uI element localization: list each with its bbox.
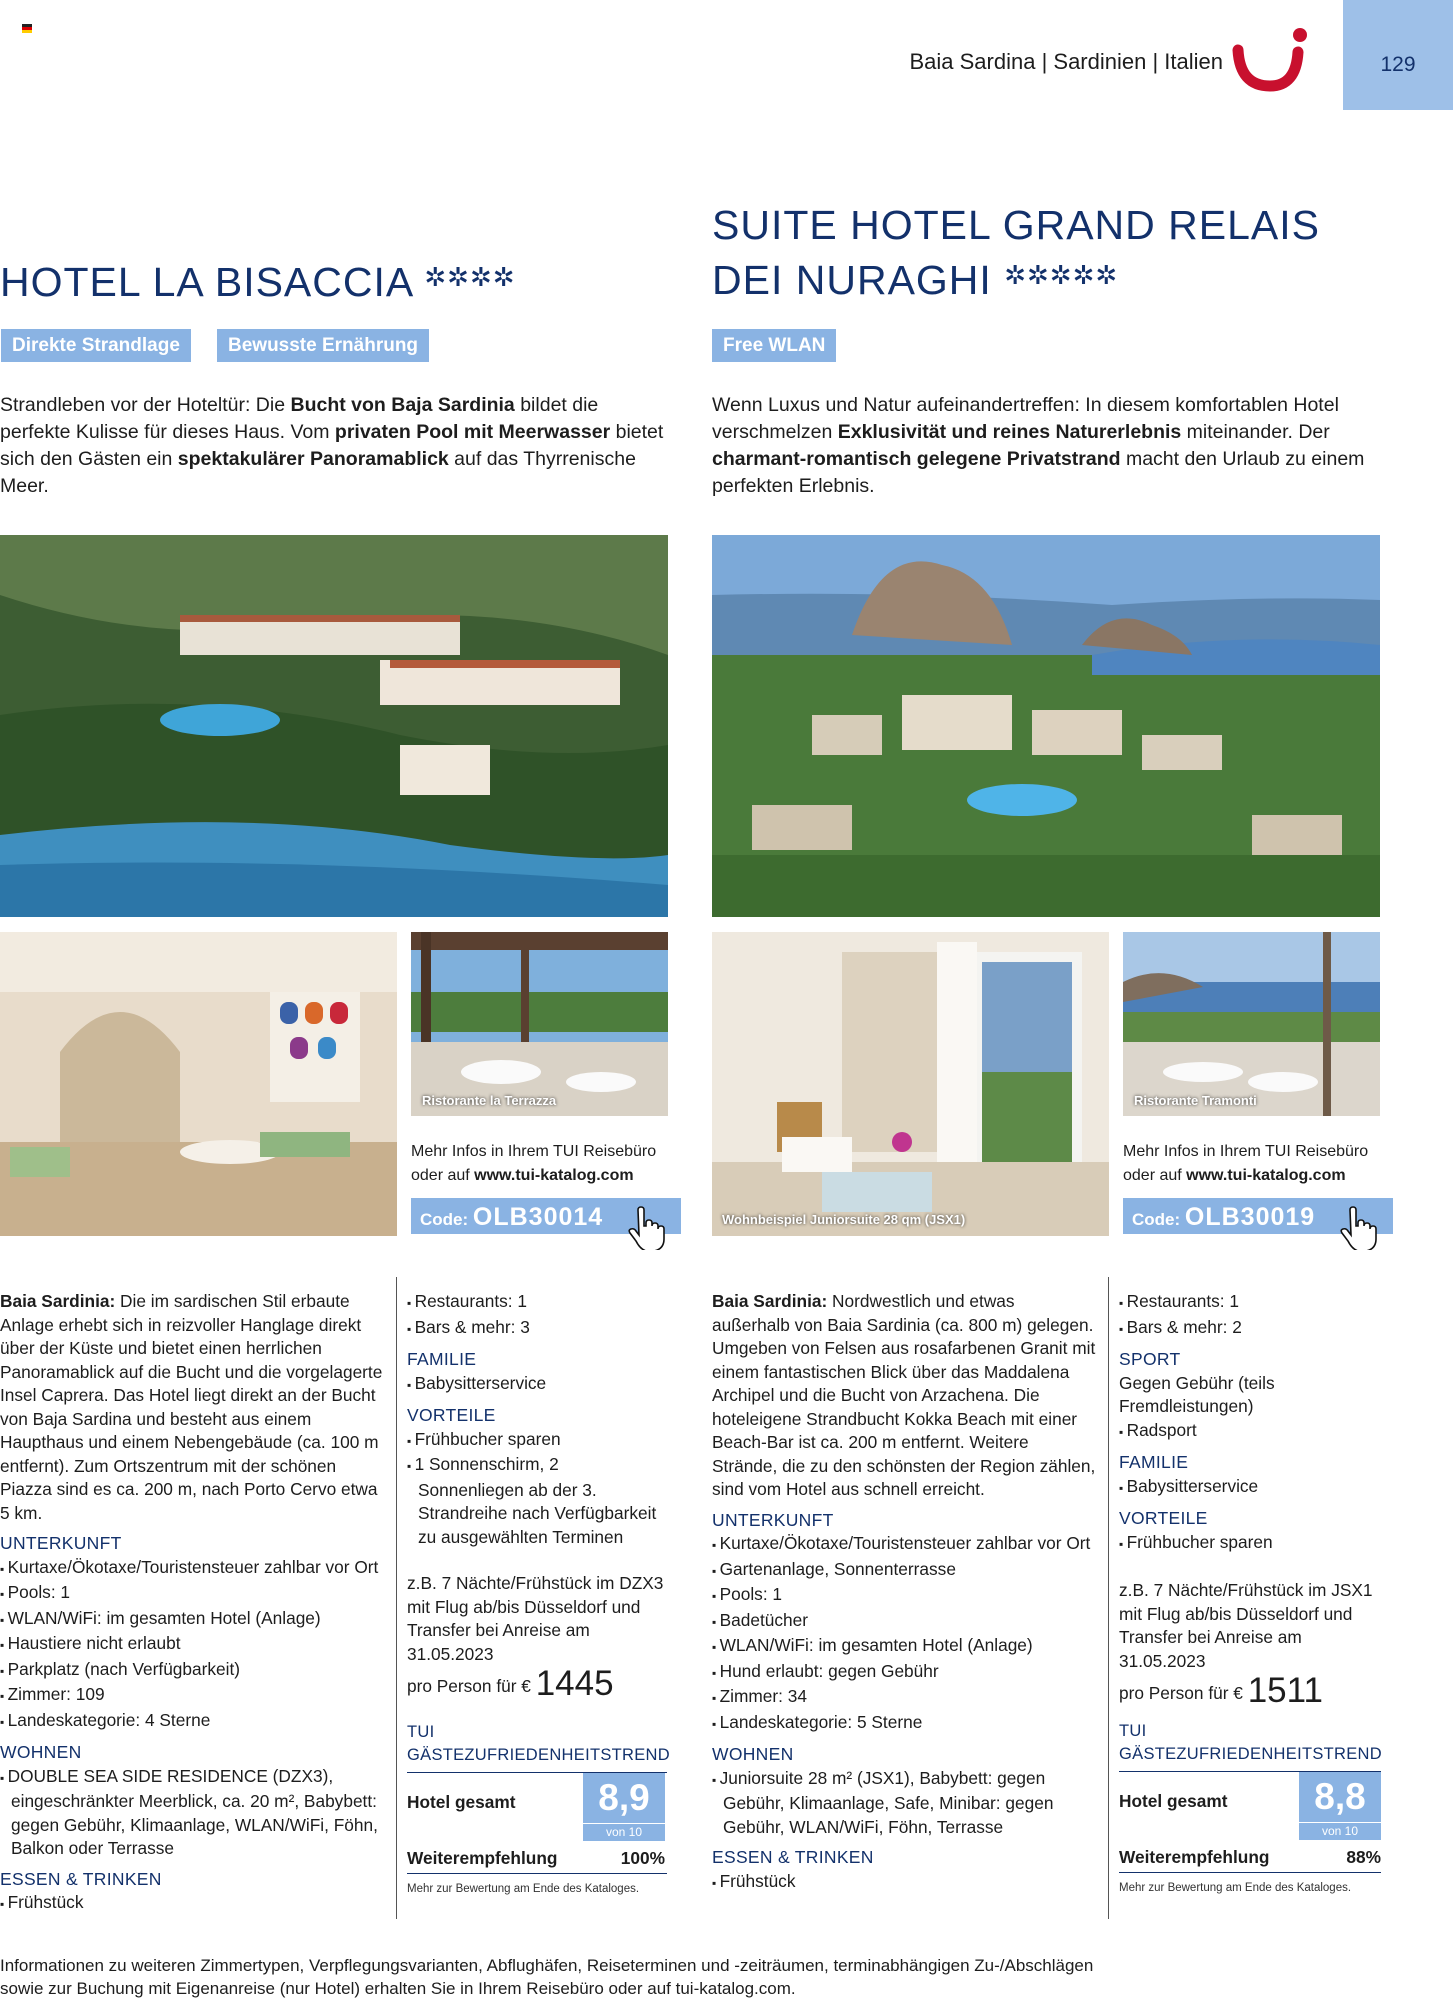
list-item: ▪ Landeskategorie: 4 Sterne [0, 1709, 385, 1735]
hotel2-intro [712, 392, 1392, 500]
hotel2-stars: ✲✲✲✲✲ [1004, 260, 1119, 290]
breadcrumb: Baia Sardina | Sardinien | Italien [909, 49, 1223, 74]
hotel2-main-photo [712, 535, 1380, 917]
hotel2-more-info: Mehr Infos in Ihrem TUI Reisebüro oder auf www.tui-katalog.com [1123, 1143, 1369, 1184]
intro-run: Exklusivität und reines Naturerlebnis [837, 421, 1182, 443]
list-item: ▪ Kurtaxe/Ökotaxe/Touristensteuer zahlbar vor Ort [712, 1532, 1097, 1558]
hotel2-offer: z.B. 7 Nächte/Frühstück im JSX1 mit Flug ab/bis Düsseldorf und Transfer bei Anreise am 31.05.2023 [1119, 1580, 1373, 1671]
list-item: ▪ WLAN/WiFi: im gesamten Hotel (Anlage) [0, 1607, 385, 1633]
list-item: ▪ Frühstück [712, 1870, 1097, 1896]
page-number: 129 [1343, 0, 1453, 110]
hotel1-stars: ✲✲✲✲ [424, 262, 516, 292]
hotel1-trend-heading: TUI GÄSTEZUFRIEDENHEITSTREND [407, 1722, 670, 1764]
list-item: ▪ Babysitterservice [407, 1372, 667, 1398]
hotel2-photo-caption: Ristorante Tramonti [1134, 1093, 1257, 1108]
list-item: ▪ Frühbucher sparen [1119, 1531, 1381, 1557]
hotel1-price: 1445 [535, 1664, 614, 1703]
hotel1-code: OLB30014 [472, 1203, 604, 1231]
hotel2-more-info-link[interactable]: www.tui-katalog.com [1186, 1167, 1346, 1184]
hotel2-facts [1119, 1290, 1381, 1900]
section-heading: FAMILIE [407, 1349, 477, 1369]
hotel2-price-line: pro Person für € 1511 [1119, 1671, 1323, 1710]
hotel1-more-info-link[interactable]: www.tui-katalog.com [474, 1167, 634, 1184]
divider [1108, 1277, 1109, 1919]
hotel1-score-badge: 8,9 von 10 [583, 1773, 665, 1841]
list-item: ▪ Frühbucher sparen [407, 1428, 667, 1454]
hotel1-tag-beach: Direkte Strandlage [1, 329, 191, 362]
hotel1-recommend-value: 100% [620, 1847, 665, 1868]
list-item: ▪ Pools: 1 [712, 1583, 1097, 1609]
intro-run: auf das Thyrrenische Meer. [0, 448, 636, 497]
section-heading: ESSEN & TRINKEN [0, 1868, 162, 1889]
hotel1-more-info: Mehr Infos in Ihrem TUI Reisebüro oder auf www.tui-katalog.com [411, 1143, 657, 1184]
hotel1-intro [0, 392, 665, 500]
hotel1-score: 8,9 [598, 1776, 650, 1818]
hotel2-recommend-label: Weiterempfehlung [1119, 1846, 1270, 1867]
list-item: ▪ Kurtaxe/Ökotaxe/Touristensteuer zahlbar vor Ort [0, 1556, 385, 1582]
hotel1-rating-note: Mehr zur Bewertung am Ende des Kataloges. [407, 1882, 640, 1895]
hotel2-room-caption: Wohnbeispiel Juniorsuite 28 qm (JSX1) [722, 1212, 966, 1227]
hotel1-code-badge[interactable]: Code: OLB30014 [411, 1198, 681, 1234]
intro-run: spektakulärer Panoramablick [177, 448, 449, 470]
hotel2-recommend-value: 88% [1346, 1846, 1381, 1867]
list-item: ▪ Bars & mehr: 2 [1119, 1316, 1381, 1342]
list-item: ▪ Zimmer: 109 [0, 1683, 385, 1709]
section-heading: VORTEILE [1119, 1508, 1208, 1528]
hotel1-photo-caption: Ristorante la Terrazza [422, 1093, 557, 1108]
section-heading: UNTERKUNFT [712, 1509, 834, 1530]
list-item: ▪ Restaurants: 1 [1119, 1290, 1381, 1316]
hotel2-overall-label: Hotel gesamt [1119, 1790, 1228, 1811]
intro-run: bietet sich den Gästen ein [0, 421, 664, 470]
intro-run: privaten Pool mit Meerwasser [334, 421, 611, 443]
section-note: Gegen Gebühr (teils Fremdleistungen) [1119, 1372, 1275, 1416]
list-item: ▪ Restaurants: 1 [407, 1290, 667, 1316]
section-heading: VORTEILE [407, 1405, 496, 1425]
list-item: ▪ WLAN/WiFi: im gesamten Hotel (Anlage) [712, 1634, 1097, 1660]
section-heading: FAMILIE [1119, 1452, 1189, 1472]
list-item: ▪ Radsport [1119, 1419, 1381, 1445]
hotel2-room-photo [712, 932, 1109, 1236]
list-item: ▪ Hund erlaubt: gegen Gebühr [712, 1660, 1097, 1686]
hotel1-restaurant-photo [411, 932, 668, 1116]
section-heading: ESSEN & TRINKEN [712, 1847, 874, 1867]
hotel2-trend-heading: TUI GÄSTEZUFRIEDENHEITSTREND [1119, 1721, 1382, 1763]
hotel1-overall-label: Hotel gesamt [407, 1791, 516, 1812]
divider [396, 1277, 397, 1919]
list-item: ▪ Badetücher [712, 1609, 1097, 1635]
hotel2-description: Baia Sardinia: Nordwestlich und etwas außerhalb von Baia Sardinia (ca. 800 m) gelegen. Umgeben von Felsen aus rosafarbenen Granit mit einem fantastischen Blick über das Maddalena Archipel und die Bucht von Arzachena. Die hoteleigene Strandbucht Kokka Beach mit einer Beach-Bar ist ca. 200 m entfernt. Weitere Strände, die zu den schönsten der Region zählen, sind vom Hotel aus schnell erreicht. [712, 1291, 1096, 1499]
hotel1-facts [407, 1290, 670, 1901]
intro-run: miteinander. Der [1181, 421, 1330, 443]
intro-run: Strandleben vor der Hoteltür: Die [0, 394, 291, 416]
hotel1-title: HOTEL LA BISACCIA ✲✲✲✲ [0, 259, 516, 305]
hotel1-offer: z.B. 7 Nächte/Frühstück im DZX3 mit Flug ab/bis Düsseldorf und Transfer bei Anreise am 31.05.2023 [407, 1573, 664, 1664]
section-heading: UNTERKUNFT [0, 1533, 122, 1553]
hotel1-sections [0, 1532, 385, 1917]
list-item: ▪ Juniorsuite 28 m² (JSX1), Babybett: gegen Gebühr, Klimaanlage, Safe, Minibar: gegen Gebühr, WLAN/WiFi, Föhn, Terrasse [712, 1767, 1097, 1840]
list-item: ▪ Bars & mehr: 3 [407, 1316, 667, 1342]
section-heading: WOHNEN [0, 1742, 82, 1762]
hotel2-code-badge[interactable]: Code: OLB30019 [1123, 1198, 1393, 1234]
hotel1-lobby-photo [0, 932, 397, 1236]
list-item: ▪ Babysitterservice [1119, 1475, 1381, 1501]
list-item: ▪ Pools: 1 [0, 1581, 385, 1607]
hotel2-code: OLB30019 [1184, 1203, 1316, 1231]
hotel2-restaurant-photo [1123, 932, 1380, 1116]
hotel1-description: Baia Sardinia: Die im sardischen Stil erbaute Anlage erhebt sich in reizvoller Hanglage direkt über der Küste und bietet einen herrlichen Panoramablick auf die Bucht und die vorgelagerte Insel Caprera. Das Hotel liegt direkt an der Bucht von Baja Sardina und besteht aus einem Haupthaus und einem Nebengebäude (ca. 100 m entfernt). Zum Ortszentrum mit der schönen Piazza sind es ca. 200 m, nach Porto Cervo etwa 5 km. [0, 1291, 383, 1523]
intro-run: bildet die perfekte Kulisse für dieses Haus. Vom [0, 394, 599, 443]
flag-icon [22, 24, 32, 34]
hotel2-details-body [712, 1290, 1097, 1895]
hotel1-recommend-label: Weiterempfehlung [407, 1847, 558, 1868]
hotel2-score-badge: 8,8 von 10 [1299, 1772, 1381, 1840]
hotel2-sections [712, 1509, 1097, 1896]
hotel1-price-line: pro Person für € 1445 [407, 1664, 614, 1703]
list-item: ▪ Gartenanlage, Sonnenterrasse [712, 1558, 1097, 1584]
list-item: ▪ Parkplatz (nach Verfügbarkeit) [0, 1658, 385, 1684]
list-item: ▪ 1 Sonnenschirm, 2 Sonnenliegen ab der 3. Strandreihe nach Verfügbarkeit zu ausgewählten Terminen [407, 1453, 667, 1549]
footer-note: Informationen zu weiteren Zimmertypen, Verpflegungsvarianten, Abflughäfen, Reiseterminen und -zeiträumen, terminabhängigen Zu-/Abschlägen sowie zur Buchung mit Eigenanreise (nur Hotel) erhalten Sie in Ihrem Reisebüro oder auf tui-katalog.com. [0, 1956, 1094, 1998]
hotel2-facts-sections [1119, 1290, 1381, 1556]
list-item: ▪ Zimmer: 34 [712, 1685, 1097, 1711]
intro-run: charmant-romantisch gelegene Privatstrand [712, 448, 1121, 470]
list-item: ▪ Haustiere nicht erlaubt [0, 1632, 385, 1658]
hotel1-details [0, 1290, 385, 1917]
hotel2-rating-note: Mehr zur Bewertung am Ende des Kataloges. [1119, 1881, 1352, 1894]
hotel2-score: 8,8 [1314, 1775, 1366, 1817]
list-item: ▪ DOUBLE SEA SIDE RESIDENCE (DZX3), eingeschränkter Meerblick, ca. 20 m², Babybett: gegen Gebühr, Klimaanlage, WLAN/WiFi, Föhn, Balkon oder Terrasse [0, 1765, 385, 1861]
list-item: ▪ Frühstück [0, 1891, 385, 1917]
tui-logo-icon [1232, 26, 1312, 92]
intro-run: macht den Urlaub zu einem perfekten Erlebnis. [712, 448, 1365, 497]
hotel1-main-photo [0, 535, 668, 917]
hotel1-facts-sections [407, 1290, 667, 1549]
pointer-hand-icon [1338, 1206, 1378, 1250]
hotel1-tag-nutrition: Bewusste Ernährung [217, 329, 429, 362]
intro-run: Bucht von Baja Sardinia [290, 394, 515, 416]
section-heading: SPORT [1119, 1349, 1181, 1369]
hotel2-tag-wlan: Free WLAN [712, 329, 836, 362]
list-item: ▪ Landeskategorie: 5 Sterne [712, 1711, 1097, 1737]
hotel2-price: 1511 [1247, 1671, 1323, 1710]
pointer-hand-icon [626, 1206, 666, 1250]
section-heading: WOHNEN [712, 1744, 794, 1764]
hotel2-title: SUITE HOTEL GRAND RELAIS DEI NURAGHI ✲✲✲✲✲ [712, 202, 1320, 303]
intro-run: Wenn Luxus und Natur aufeinandertreffen: In diesem komfortablen Hotel verschmelzen [712, 394, 1339, 443]
